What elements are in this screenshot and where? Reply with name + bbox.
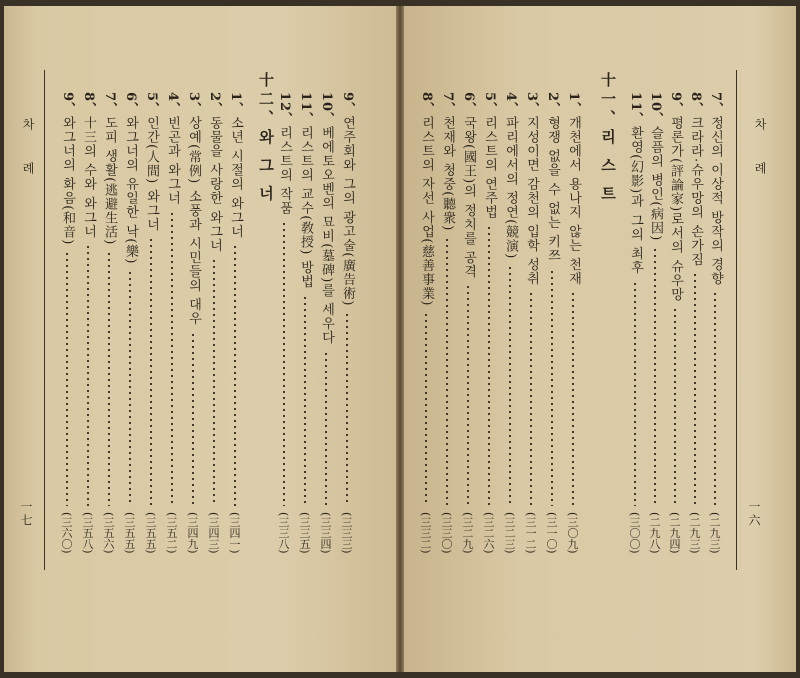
toc-entry-title: 리스트의 교수(敎授) 방법	[298, 126, 313, 289]
toc-entry-page: (三一二)	[524, 512, 537, 554]
leader-dots	[572, 291, 574, 506]
toc-entry-page: (三〇九)	[566, 512, 579, 554]
leader-dots	[654, 247, 656, 506]
leader-dots	[304, 295, 306, 506]
running-head-right: 차 례	[753, 118, 767, 188]
toc-entry	[524, 92, 538, 285]
toc-entry-title: 지성이면 감천의 입학 성취	[524, 116, 539, 286]
toc-entry	[102, 92, 116, 245]
leader-dots	[108, 251, 110, 506]
toc-entry-number: 3、	[524, 92, 539, 117]
toc-entry-page: (三四一)	[228, 512, 241, 554]
leader-dots	[634, 281, 636, 506]
toc-entry-number: 9、	[668, 92, 683, 117]
toc-entry-page: (三三五)	[298, 512, 311, 554]
leader-dots	[283, 221, 285, 506]
toc-entry-page: (三三〇)	[440, 512, 453, 554]
leader-dots	[674, 307, 676, 506]
toc-entry-number: 11、	[628, 92, 643, 127]
toc-entry-page: (三二九)	[461, 512, 474, 554]
toc-entry	[165, 92, 179, 205]
toc-entry	[628, 92, 642, 275]
toc-entry-number: 6、	[123, 92, 138, 117]
toc-entry-title: 천재와 청중(聽衆)	[440, 116, 455, 232]
toc-entry-number: 12、	[277, 92, 292, 127]
toc-entry-number: 7、	[102, 92, 117, 117]
toc-entry-page: (三〇〇)	[628, 512, 641, 554]
leader-dots	[467, 284, 469, 506]
section-title-liszt: 十一、리 스 트	[599, 72, 617, 205]
toc-entry-number: 8、	[419, 92, 434, 117]
leader-dots	[488, 225, 490, 506]
leader-dots	[714, 291, 716, 506]
toc-entry-number: 10、	[319, 92, 334, 127]
toc-entry-number: 7、	[440, 92, 455, 117]
toc-entry-number: 9、	[340, 92, 355, 117]
toc-entry-title: 개천에서 용나지 않는 천재	[566, 116, 581, 286]
toc-entry-title: 빈곤과 와그너	[165, 116, 180, 206]
toc-entry	[340, 92, 354, 306]
section-title-wagner: 十二、와 그 너	[257, 72, 275, 205]
leader-dots	[213, 258, 215, 506]
toc-entry-number: 8、	[81, 92, 96, 117]
toc-entry-number: 1、	[566, 92, 581, 117]
toc-entry	[277, 92, 291, 215]
toc-entry-title: 정신의 이상적 방작의 경향	[708, 116, 723, 286]
toc-entry	[186, 92, 200, 326]
leader-dots	[150, 237, 152, 506]
leader-dots	[129, 270, 131, 506]
toc-entry-title: 와그너의 화음(和音)	[60, 116, 75, 246]
toc-entry-title: 리스트의 자선 사업(慈善事業)	[419, 116, 434, 307]
leader-dots	[192, 332, 194, 506]
leader-dots	[551, 269, 553, 506]
leader-dots	[446, 237, 448, 506]
toc-entry-title: 슬픔의 병인(病因)	[648, 126, 663, 242]
toc-entry-number: 10、	[648, 92, 663, 127]
toc-entry-number: 5、	[144, 92, 159, 117]
toc-entry	[545, 92, 559, 263]
toc-entry-page: (二九四)	[668, 512, 681, 554]
toc-entry-title: 十三의 수와 와그너	[81, 116, 96, 239]
frame-rule-right	[736, 70, 737, 570]
toc-entry-page: (三二三)	[503, 512, 516, 554]
toc-entry-page: (三一〇)	[545, 512, 558, 554]
toc-entry-title: 베에토오벤의 묘비(墓碑)를 세우다	[319, 126, 334, 345]
toc-entry-title: 환영(幻影)과 그의 최후	[628, 126, 643, 275]
toc-entry-number: 2、	[207, 92, 222, 117]
toc-entry	[298, 92, 312, 289]
toc-entry-title: 형쟁 없을 수 없는 키쯔	[545, 116, 560, 263]
toc-entry-number: 9、	[60, 92, 75, 117]
toc-entry-page: (二九八)	[648, 512, 661, 554]
toc-entry-title: 파리에서의 정연(競演)	[503, 116, 518, 260]
leader-dots	[234, 244, 236, 506]
leader-dots	[509, 265, 511, 506]
toc-entry-page: (三二六)	[482, 512, 495, 554]
toc-entry	[81, 92, 95, 238]
toc-entry	[228, 92, 242, 238]
toc-entry-title: 국왕(國王)의 정치를 공격	[461, 116, 476, 279]
leader-dots	[694, 272, 696, 506]
toc-entry-title: 연주회와 그의 광고술(廣告術)	[340, 116, 355, 307]
toc-entry-title: 리스트의 연주법	[482, 116, 497, 220]
toc-entry-number: 4、	[165, 92, 180, 117]
leader-dots	[325, 351, 327, 506]
toc-entry-number: 11、	[298, 92, 313, 127]
toc-entry-number: 2、	[545, 92, 560, 117]
folio-right: 一六	[747, 500, 761, 528]
toc-entry-page: (三五六)	[102, 512, 115, 554]
toc-entry-page: (二九三)	[708, 512, 721, 554]
leader-dots	[171, 211, 173, 506]
leader-dots	[66, 251, 68, 506]
leader-dots	[346, 312, 348, 506]
toc-entry-title: 도피 생활(逃避生活)	[102, 116, 117, 246]
toc-entry-title: 인간(人間) 와그너	[144, 116, 159, 232]
toc-entry-number: 7、	[708, 92, 723, 117]
toc-entry	[688, 92, 702, 266]
running-head-left: 차 례	[21, 118, 35, 188]
toc-entry	[319, 92, 333, 345]
toc-entry-page: (三四三)	[207, 512, 220, 554]
toc-entry-number: 8、	[688, 92, 703, 117]
toc-entry	[648, 92, 662, 241]
leader-dots	[530, 291, 532, 506]
toc-entry-page: (三四九)	[186, 512, 199, 554]
toc-entry	[144, 92, 158, 231]
toc-entry	[440, 92, 454, 231]
leader-dots	[425, 312, 427, 506]
toc-entry-title: 리스트의 작품	[277, 126, 292, 216]
leader-dots	[87, 244, 89, 506]
toc-entry-number: 3、	[186, 92, 201, 117]
toc-entry	[123, 92, 137, 264]
toc-entry-title: 크라라·슈우망의 손가짐	[688, 116, 703, 267]
toc-entry-number: 4、	[503, 92, 518, 117]
book-gutter	[396, 6, 404, 672]
toc-entry-number: 1、	[228, 92, 243, 117]
toc-entry-title: 평론가(評論家)로서의 슈우망	[668, 116, 683, 302]
toc-entry	[461, 92, 475, 278]
toc-entry-title: 소년 시절의 와그너	[228, 116, 243, 239]
toc-entry	[207, 92, 221, 252]
toc-entry	[668, 92, 682, 301]
toc-entry	[419, 92, 433, 306]
toc-entry-title: 상예(常例) 소풍과 시민들의 대우	[186, 116, 201, 326]
toc-entry-page: (二九三)	[688, 512, 701, 554]
toc-entry	[503, 92, 517, 259]
toc-entry	[708, 92, 722, 285]
toc-entry-page: (三五五)	[123, 512, 136, 554]
toc-entry-page: (三五二)	[165, 512, 178, 554]
toc-entry-page: (三三三)	[340, 512, 353, 554]
toc-entry-page: (三三二)	[419, 512, 432, 554]
toc-entry-page: (三六〇)	[60, 512, 73, 554]
toc-entry	[482, 92, 496, 219]
frame-rule-left	[44, 70, 45, 570]
toc-entry	[60, 92, 74, 245]
toc-entry-number: 5、	[482, 92, 497, 117]
toc-entry-title: 와그너의 유일한 낙(樂)	[123, 116, 138, 265]
folio-left: 一七	[19, 500, 33, 528]
toc-entry-number: 6、	[461, 92, 476, 117]
toc-entry-page: (三五五)	[144, 512, 157, 554]
toc-entry-page: (三三四)	[319, 512, 332, 554]
toc-entry-page: (三三八)	[277, 512, 290, 554]
toc-entry-page: (三五八)	[81, 512, 94, 554]
toc-entry-title: 동물을 사랑한 와그너	[207, 116, 222, 253]
toc-entry	[566, 92, 580, 285]
